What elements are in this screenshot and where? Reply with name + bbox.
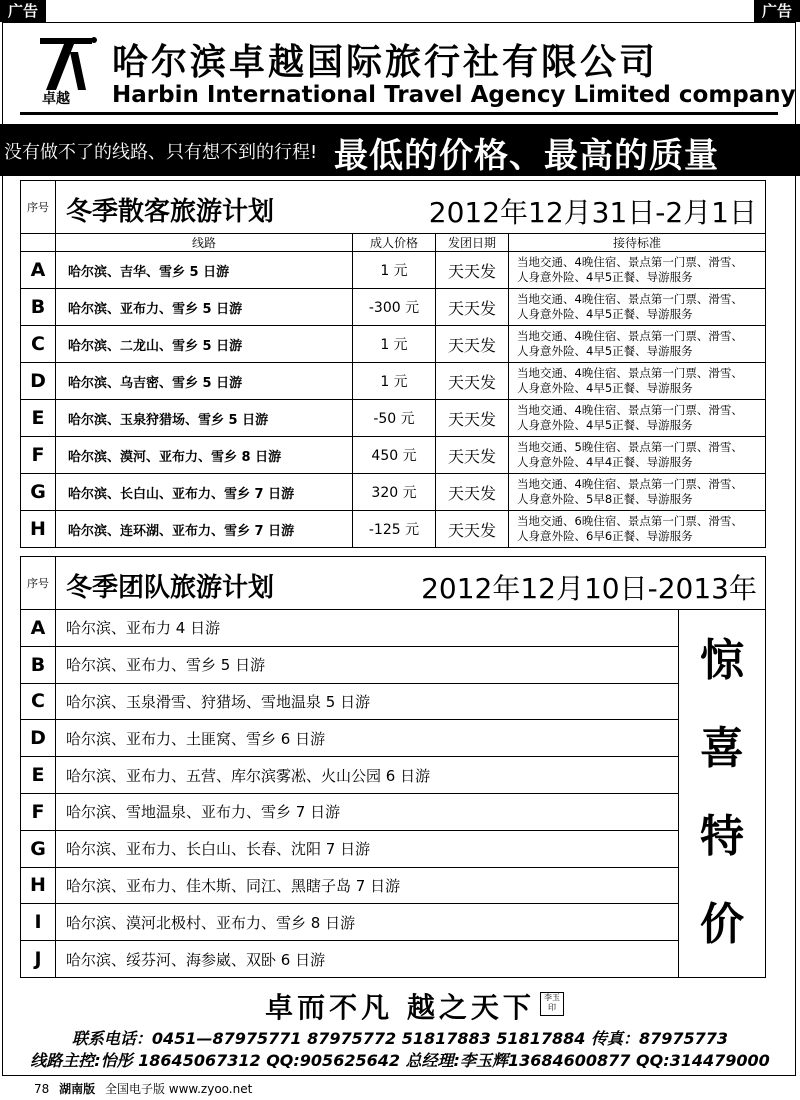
company-motto: 卓而不凡 越之天下: [265, 991, 535, 1024]
route-standard: 当地交通、4晚住宿、景点第一门票、滑雪、 人身意外险、4早5正餐、导游服务: [509, 363, 766, 400]
row-id: B: [21, 646, 56, 683]
index-label: 序号: [21, 181, 56, 234]
scattered-tour-table: [20, 180, 766, 548]
route-departure: 天天发: [436, 326, 509, 363]
contact-phones: 联系电话：0451—87975771 87975772 51817883 51817884 传真：87975773: [71, 1029, 729, 1048]
index-label: 序号: [21, 557, 56, 610]
scattered-title-cell: [56, 181, 766, 234]
route-price: 1 元: [353, 326, 436, 363]
route-price: -125 元: [353, 511, 436, 548]
site-label: 全国电子版 www.zyoo.net: [104, 1082, 253, 1096]
row-id: J: [21, 941, 56, 978]
group-destination: 哈尔滨、绥芬河、海参崴、双卧 6 日游: [56, 941, 679, 978]
route-name: 哈尔滨、亚布力、雪乡 5 日游: [56, 289, 353, 326]
table-row: [21, 720, 766, 757]
table-row: [21, 511, 766, 548]
table-row: [21, 400, 766, 437]
slogan-right: 最低的价格、最高的质量: [334, 136, 719, 176]
route-departure: 天天发: [436, 437, 509, 474]
table-row: [21, 793, 766, 830]
side-char: 特: [700, 811, 744, 863]
route-standard: 当地交通、4晚住宿、景点第一门票、滑雪、 人身意外险、4早5正餐、导游服务: [509, 289, 766, 326]
table-row: [21, 683, 766, 720]
logo-mark-icon: [34, 32, 100, 92]
ad-tag-left: 广告: [0, 0, 46, 22]
row-id: I: [21, 904, 56, 941]
group-destination: 哈尔滨、玉泉滑雪、狩猎场、雪地温泉 5 日游: [56, 683, 679, 720]
route-standard: 当地交通、4晚住宿、景点第一门票、滑雪、 人身意外险、4早5正餐、导游服务: [509, 252, 766, 289]
ad-tag-right: 广告: [754, 0, 800, 22]
header-standard: 接待标准: [509, 234, 766, 252]
group-date: 2012年12月10日-2013年: [421, 572, 757, 605]
route-name: 哈尔滨、连环湖、亚布力、雪乡 7 日游: [56, 511, 353, 548]
side-char: 惊: [700, 635, 744, 687]
edition-label: 湖南版: [59, 1082, 96, 1096]
page-footer: [34, 1080, 252, 1097]
table-row: [21, 437, 766, 474]
header-price: 成人价格: [353, 234, 436, 252]
group-destination: 哈尔滨、亚布力 4 日游: [56, 610, 679, 647]
header-departure: 发团日期: [436, 234, 509, 252]
group-destination: 哈尔滨、漠河北极村、亚布力、雪乡 8 日游: [56, 904, 679, 941]
row-id: E: [21, 400, 56, 437]
row-id: D: [21, 363, 56, 400]
table-row: [21, 326, 766, 363]
scattered-title: 冬季散客旅游计划: [66, 197, 275, 227]
row-id: D: [21, 720, 56, 757]
route-name: 哈尔滨、乌吉密、雪乡 5 日游: [56, 363, 353, 400]
side-char: 价: [700, 899, 744, 951]
company-logo: [34, 32, 100, 108]
logo-text: 卓越: [42, 91, 70, 107]
row-id: F: [21, 793, 56, 830]
route-departure: 天天发: [436, 400, 509, 437]
table-row: [21, 610, 766, 647]
group-title-cell: [56, 557, 766, 610]
route-price: 320 元: [353, 474, 436, 511]
route-name: 哈尔滨、二龙山、雪乡 5 日游: [56, 326, 353, 363]
route-name: 哈尔滨、玉泉狩猎场、雪乡 5 日游: [56, 400, 353, 437]
route-departure: 天天发: [436, 289, 509, 326]
table-row: [21, 363, 766, 400]
surprise-price-badge: [679, 610, 766, 978]
route-departure: 天天发: [436, 474, 509, 511]
route-standard: 当地交通、5晚住宿、景点第一门票、滑雪、 人身意外险、4早4正餐、导游服务: [509, 437, 766, 474]
row-id: H: [21, 867, 56, 904]
table-row: [21, 646, 766, 683]
group-title: 冬季团队旅游计划: [66, 573, 275, 603]
row-id: A: [21, 252, 56, 289]
group-destination: 哈尔滨、亚布力、五营、库尔滨雾凇、火山公园 6 日游: [56, 757, 679, 794]
route-price: -300 元: [353, 289, 436, 326]
side-char: 喜: [700, 723, 744, 775]
table-row: [21, 830, 766, 867]
route-name: 哈尔滨、吉华、雪乡 5 日游: [56, 252, 353, 289]
route-name: 哈尔滨、漠河、亚布力、雪乡 8 日游: [56, 437, 353, 474]
route-standard: 当地交通、6晚住宿、景点第一门票、滑雪、 人身意外险、6早6正餐、导游服务: [509, 511, 766, 548]
table-row: [21, 904, 766, 941]
group-destination: 哈尔滨、亚布力、雪乡 5 日游: [56, 646, 679, 683]
company-name-cn: 哈尔滨卓越国际旅行社有限公司: [112, 41, 659, 83]
header-route: 线路: [56, 234, 353, 252]
row-id: H: [21, 511, 56, 548]
row-id: G: [21, 474, 56, 511]
header-blank: [21, 234, 56, 252]
row-id: B: [21, 289, 56, 326]
group-destination: 哈尔滨、雪地温泉、亚布力、雪乡 7 日游: [56, 793, 679, 830]
table-row: [21, 289, 766, 326]
route-price: 1 元: [353, 252, 436, 289]
contact-managers: 线路主控:怡彤 18645067312 QQ:905625642 总经理:李玉辉13684600877 QQ:314479000: [30, 1051, 770, 1070]
route-departure: 天天发: [436, 511, 509, 548]
group-tour-table: [20, 556, 766, 978]
route-departure: 天天发: [436, 252, 509, 289]
table-row: [21, 474, 766, 511]
route-standard: 当地交通、4晚住宿、景点第一门票、滑雪、 人身意外险、4早5正餐、导游服务: [509, 326, 766, 363]
table-row: [21, 252, 766, 289]
group-destination: 哈尔滨、亚布力、土匪窝、雪乡 6 日游: [56, 720, 679, 757]
slogan-banner: [0, 124, 800, 176]
header-divider: [20, 112, 778, 115]
row-id: C: [21, 326, 56, 363]
company-name-en: Harbin International Travel Agency Limited company: [112, 82, 796, 108]
route-standard: 当地交通、4晚住宿、景点第一门票、滑雪、 人身意外险、5早8正餐、导游服务: [509, 474, 766, 511]
route-name: 哈尔滨、长白山、亚布力、雪乡 7 日游: [56, 474, 353, 511]
scattered-date: 2012年12月31日-2月1日: [428, 196, 757, 229]
route-price: 450 元: [353, 437, 436, 474]
table-row: [21, 757, 766, 794]
row-id: C: [21, 683, 56, 720]
row-id: F: [21, 437, 56, 474]
table-row: [21, 867, 766, 904]
row-id: A: [21, 610, 56, 647]
row-id: E: [21, 757, 56, 794]
row-id: G: [21, 830, 56, 867]
route-departure: 天天发: [436, 363, 509, 400]
slogan-left: 没有做不了的线路、只有想不到的行程!: [4, 142, 318, 163]
route-price: -50 元: [353, 400, 436, 437]
group-destination: 哈尔滨、亚布力、长白山、长春、沈阳 7 日游: [56, 830, 679, 867]
page-number: 78: [34, 1082, 50, 1096]
seal-stamp: 李玉印: [540, 992, 564, 1016]
route-price: 1 元: [353, 363, 436, 400]
group-destination: 哈尔滨、亚布力、佳木斯、同江、黑瞎子岛 7 日游: [56, 867, 679, 904]
route-standard: 当地交通、4晚住宿、景点第一门票、滑雪、 人身意外险、4早5正餐、导游服务: [509, 400, 766, 437]
table-row: [21, 941, 766, 978]
company-header: [20, 30, 796, 110]
